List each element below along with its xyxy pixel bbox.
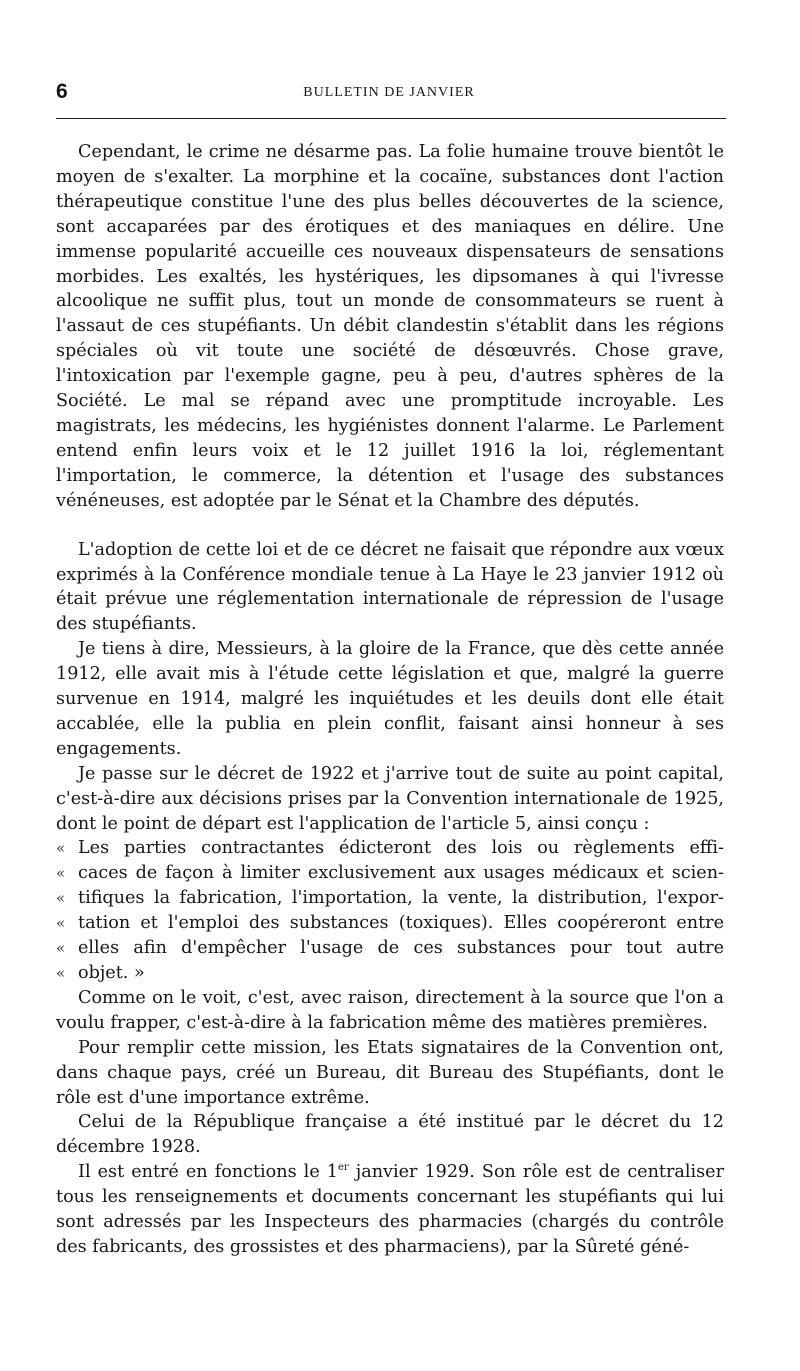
quote-text: objet. »	[78, 963, 145, 983]
quote-text: Les parties contractantes édicteront des lois ou règlements effi-	[78, 838, 724, 859]
running-head: BULLETIN DE JANVIER	[303, 85, 475, 100]
header-rule	[56, 118, 726, 119]
page-number: 6	[56, 80, 68, 103]
paragraph-text: janvier 1929. Son rôle est de centraliser tous les renseignements et documents concernant les stupéfiants qui lui sont adressés par les Inspecteurs des pharmacies (chargés du contrôle des fabricants, des grossistes et des pharmaciens), par la Sûreté géné-	[56, 1162, 724, 1257]
paragraph-gap	[56, 514, 724, 538]
paragraph: Celui de la République française a été institué par le décret du 12 décembre 1928.	[56, 1112, 724, 1158]
paragraph: Je passe sur le décret de 1922 et j'arrive tout de suite au point capital, c'est-à-dire aux décisions prises par la Convention internationale de 1925, dont le point de départ est l'application de l'article 5, ainsi conçu :	[56, 763, 724, 834]
quote-text: tifiques la fabrication, l'importation, la vente, la distribution, l'expor-	[78, 888, 724, 909]
body-text	[56, 140, 724, 1260]
paragraph: Cependant, le crime ne désarme pas. La folie humaine trouve bientôt le moyen de s'exalter. La morphine et la cocaïne, substances dont l'action thérapeutique constitue l'une des plus belles découvertes de la science, sont accaparées par des érotiques et des maniaques en délire. Une immense popularité accueille ces nouveaux dispensateurs de sensations morbides. Les exaltés, les hystériques, les dipsomanes à qui l'ivresse alcoolique ne suffit plus, tout un monde de consommateurs se ruent à l'assaut de ces stupéfiants. Un débit clandestin s'établit dans les régions spéciales où vit toute une société de désœuvrés. Chose grave, l'intoxication par l'exemple gagne, peu à peu, d'autres sphères de la Société. Le mal se répand avec une promptitude incroyable. Les magistrats, les médecins, les hygiénistes donnent l'alarme. Le Parlement entend enfin leurs voix et le 12 juillet 1916 la loi, réglementant l'importation, le commerce, la détention et l'usage des substances vénéneuses, est adoptée par le Sénat et la Chambre des députés.	[56, 142, 724, 511]
paragraph: Comme on le voit, c'est, avec raison, directement à la source que l'on a voulu frapper, c'est-à-dire à la fabrication même des matières premières.	[56, 987, 724, 1033]
quoted-article	[56, 836, 724, 985]
quote-mark: «	[56, 964, 66, 982]
quote-line	[56, 961, 724, 986]
quote-line	[56, 911, 724, 936]
paragraph: L'adoption de cette loi et de ce décret ne faisait que répondre aux vœux exprimés à la Conférence mondiale tenue à La Haye le 23 janvier 1912 où était prévue une réglementation internationale de répression de l'usage des stupéfiants.	[56, 539, 724, 635]
page-header	[56, 80, 722, 106]
quote-mark: «	[56, 889, 66, 908]
quote-mark: «	[56, 839, 66, 858]
quote-mark: «	[56, 939, 66, 958]
quote-mark: «	[56, 914, 66, 933]
paragraph	[56, 1160, 724, 1260]
quote-mark: «	[56, 864, 66, 883]
superscript: er	[337, 1162, 349, 1174]
quote-text: elles afin d'empêcher l'usage de ces substances pour tout autre	[78, 938, 724, 959]
paragraph: Pour remplir cette mission, les Etats signataires de la Convention ont, dans chaque pays, créé un Bureau, dit Bureau des Stupéfiants, dont le rôle est d'une importance extrême.	[56, 1037, 724, 1108]
quote-line	[56, 861, 724, 886]
paragraph-text: Il est entré en fonctions le 1	[78, 1162, 338, 1183]
quote-line	[56, 936, 724, 961]
quote-line	[56, 886, 724, 911]
quote-line	[56, 836, 724, 861]
paragraph: Je tiens à dire, Messieurs, à la gloire de la France, que dès cette année 1912, elle avait mis à l'étude cette législation et que, malgré la guerre survenue en 1914, malgré les inquiétudes et les deuils dont elle était accablée, elle la publia en plein conflit, faisant ainsi honneur à ses engagements.	[56, 639, 724, 759]
quote-text: tation et l'emploi des substances (toxiques). Elles coopéreront entre	[78, 913, 724, 934]
quote-text: caces de façon à limiter exclusivement aux usages médicaux et scien-	[78, 863, 724, 884]
